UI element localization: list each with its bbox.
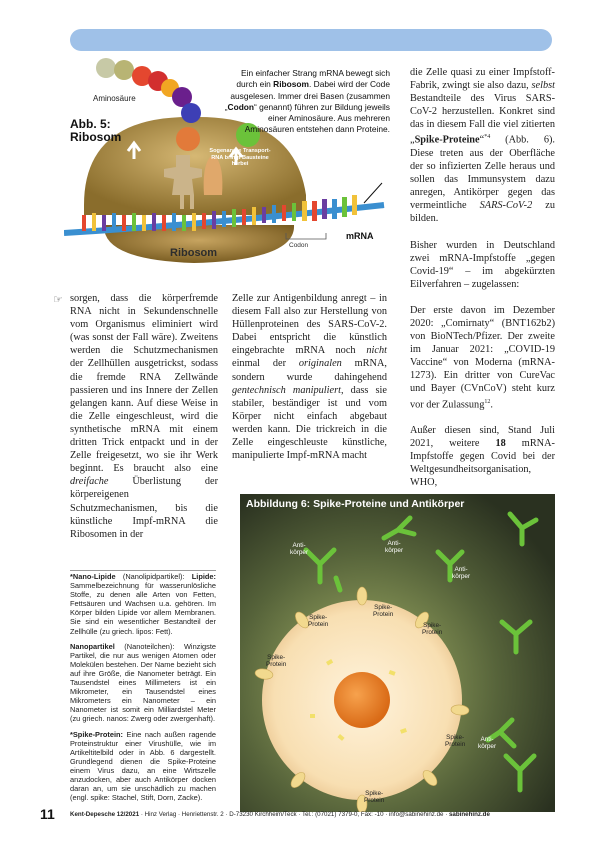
figure5-title: Abb. 5: Ribosom <box>70 117 122 144</box>
label-spike-protein: Spike- Protein <box>445 734 466 749</box>
text-column-2: Zelle zur Antigenbildung anregt – in diesem Fall also zur Herstellung von Hüllenproteinen des SARS-CoV-2. Dabei entspricht die künstlich eingebrachte mRNA noch nicht einmal der originalen mRNA, sondern wurde dahingehend gentechnisch manipuliert, dass sie stabiler, beständiger ist und vom Körper nicht einfach abgebaut werden kann. Die trickreich in die Zelle eingeschleuste künstliche, manipulierte Impf-mRNA macht <box>232 293 387 462</box>
footnotes <box>70 570 216 808</box>
label-spike-protein: Spike- Protein <box>266 654 287 669</box>
footnote: *Nano-Lipide (Nanolipidpartikel): Lipide: Sammelbezeichnung für wasserunlösliche Stoffe, zu denen alle Arten von Fetten, Fettsäuren und Wachsen u.a. gehören. Im Körper bilden Lipide vor allem Membranen. Sie sind ein wesentlicher Bestandteil der Zellhülle (zu griech. lipos: Fett). <box>70 572 216 636</box>
text-column-3 <box>410 66 555 503</box>
continue-marker: ☞ <box>53 293 63 306</box>
page-number: 11 <box>40 806 55 822</box>
label-trna: Sogenannte Transport-RNA bringt Bausteine herbei <box>209 148 271 167</box>
figure-spike-proteins <box>240 494 555 812</box>
label-ribosom: Ribosom <box>170 247 218 259</box>
footer-line: Kent-Depesche 12/2021 · Hinz Verlag · Henriettenstr. 2 · D-73230 Kirchheim/Teck · Tel.: (07021) 7379-0, Fax: -10 · info@sabinehinz.de · sabinehinz.de <box>70 811 490 818</box>
text-column-1: sorgen, dass die körperfremde RNA nicht in Sekundenschnelle vom Organismus eliminiert wird (was sonst der Fall wäre). Zweitens werden die Schutzmechanismen der Zellhüllen ausgetrickst, sodass die fremde RNA Zellwände passieren und ins Innere der Zellen gelangen kann. Auf diese Weise in die Zelle eingeschleust, wird die synthetische mRNA mit einem dritten Trick entpackt und in der Zelle freigesetzt, wo sie ihr Werk beginnt. Es braucht also eine dreifache Überlistung der körpereigenen Schutzmechanismen, bis die künstliche Impf-mRNA die Ribosomen in der <box>70 293 218 540</box>
label-antikoerper: Anti- körper <box>452 566 471 581</box>
label-mrna: mRNA <box>346 231 374 241</box>
figure6-title: Abbildung 6: Spike-Proteine und Antikörper <box>246 498 465 510</box>
figure5-caption: Ein einfacher Strang mRNA bewegt sich durch ein Ribosom. Dabei wird der Code ausgelesen. Immer drei Basen (zusammen „Codon“ genannt) führen zur Bildung jeweils einer Aminosäure. Aus mehreren Aminosäuren entstehen dann Proteine. <box>224 68 390 135</box>
footnote: *Spike-Protein: Eine nach außen ragende Proteinstruktur einer Virushülle, wie im Artikeltitelbild oder in Abb. 6 dargestellt. Grundlegend dienen die Spike-Proteine einem Virus dazu, an eine Wirtszelle anzudocken, aber auch Antikörper docken daran an, um sie unschädlich zu machen (engl. spike: Stachel, Stift, Dorn, Zacke). <box>70 729 216 803</box>
label-codon: Codon <box>289 242 309 249</box>
label-spike-protein: Spike- Protein <box>422 622 443 637</box>
cell-nucleus <box>334 672 390 728</box>
paragraph: Bisher wurden in Deutschland zwei mRNA-Impfstoffe „gegen Covid-19“ – im abgekürzten Eilverfahren – zugelassen: <box>410 239 555 290</box>
label-spike-protein: Spike- Protein <box>373 604 394 619</box>
label-antikoerper: Anti- körper <box>385 540 404 555</box>
label-spike-protein: Spike- Protein <box>364 790 385 805</box>
label-antikoerper: Anti- körper <box>290 542 309 557</box>
label-antikoerper: Anti- körper <box>478 736 497 751</box>
mrna-arrow <box>364 183 382 203</box>
paragraph: die Zelle quasi zu einer Impfstoff-Fabrik, zwingt sie also dazu, selbst Bestandteile des Virus SARS-CoV-2 herzustellen. Konkret sind das in diesem Fall die viel zitierten „Spike-Proteine“$^{*4}$ (Abb. 6). Diese treten aus der Oberfläche der so infizierten Zelle heraus und sollen das Immunsystem dazu anregen, Antikörper gegen das vermeintliche SARS-CoV-2 zu bilden. <box>410 67 556 225</box>
footnote: Nanopartikel (Nanoteilchen): Winzigste Partikel, die nur aus wenigen Atomen oder Molekülen bestehen. Der Name bezieht sich auf ihre Größe, die Nanometer beträgt. Ein Tausendstel eines Millimeters ist ein Mikrometer, ein Tausendstel eines Mikrometers ein Nanometer – ein Nanometer ist somit ein Milliardstel Meter (zu griech. nanos: Zwerg oder zwergenhaft). <box>70 641 216 724</box>
paragraph: Der erste davon im Dezember 2020: „Comirnaty“ (BNT162b2) von BioNTech/Pfizer. Der zweite im Januar 2021: „COVID-19 Vaccine“ von Moderna (mRNA-1273). Ein dritter von CureVac und Bayer (CVnCoV) steht kurz vor der Zulassung$^{12}$. <box>410 304 555 410</box>
header-bar <box>70 29 552 51</box>
paragraph: Außer diesen sind, Stand Juli 2021, weitere 18 mRNA-Impfstoffe gegen Covid bei der Weltgesundheitsorganisation, WHO, <box>410 425 555 489</box>
label-aminosaeure: Aminosäure <box>93 94 136 103</box>
label-spike-protein: Spike- Protein <box>308 614 329 629</box>
